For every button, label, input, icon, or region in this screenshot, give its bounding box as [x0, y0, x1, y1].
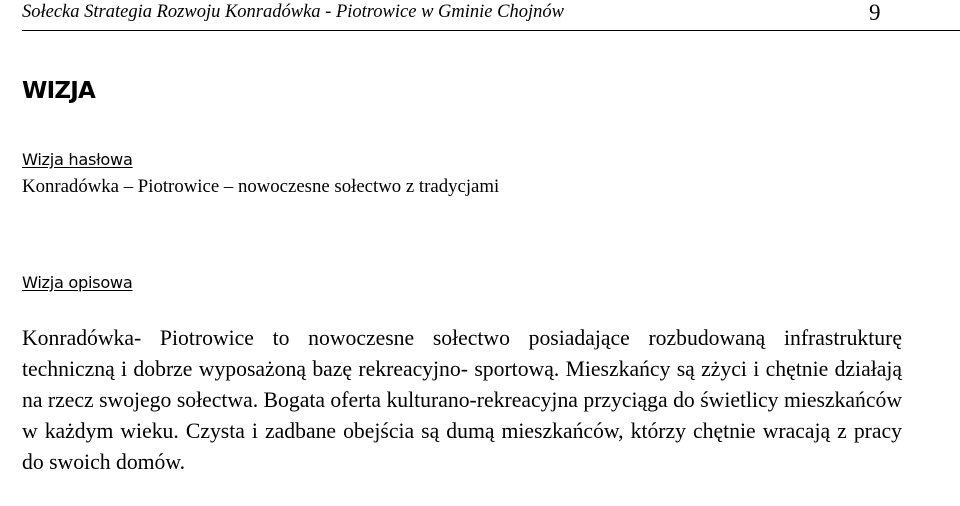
running-header: [22, 0, 960, 31]
description-subheading: Wizja opisowa: [22, 273, 133, 292]
running-title: Sołecka Strategia Rozwoju Konradówka - Piotrowice w Gminie Chojnów: [22, 2, 564, 22]
slogan-subheading: Wizja hasłowa: [22, 150, 133, 169]
description-paragraph: Konradówka- Piotrowice to nowoczesne sołectwo posiadające rozbudowaną infrastrukturę techniczną i dobrze wyposażoną bazę rekreacyjno- sportową. Mieszkańcy są zżyci i chętnie działają na rzecz swojego sołectwa. Bogata oferta kulturano-rekreacyjna przyciąga do świetlicy mieszkańców w każdym wieku. Czysta i zadbane obejścia są dumą mieszkańców, którzy chętnie wracają z pracy do swoich domów.: [22, 326, 902, 474]
section-heading: WIZJA: [22, 78, 95, 104]
page-number: 9: [869, 0, 881, 25]
slogan-text: Konradówka – Piotrowice – nowoczesne sołectwo z tradycjami: [22, 176, 500, 197]
